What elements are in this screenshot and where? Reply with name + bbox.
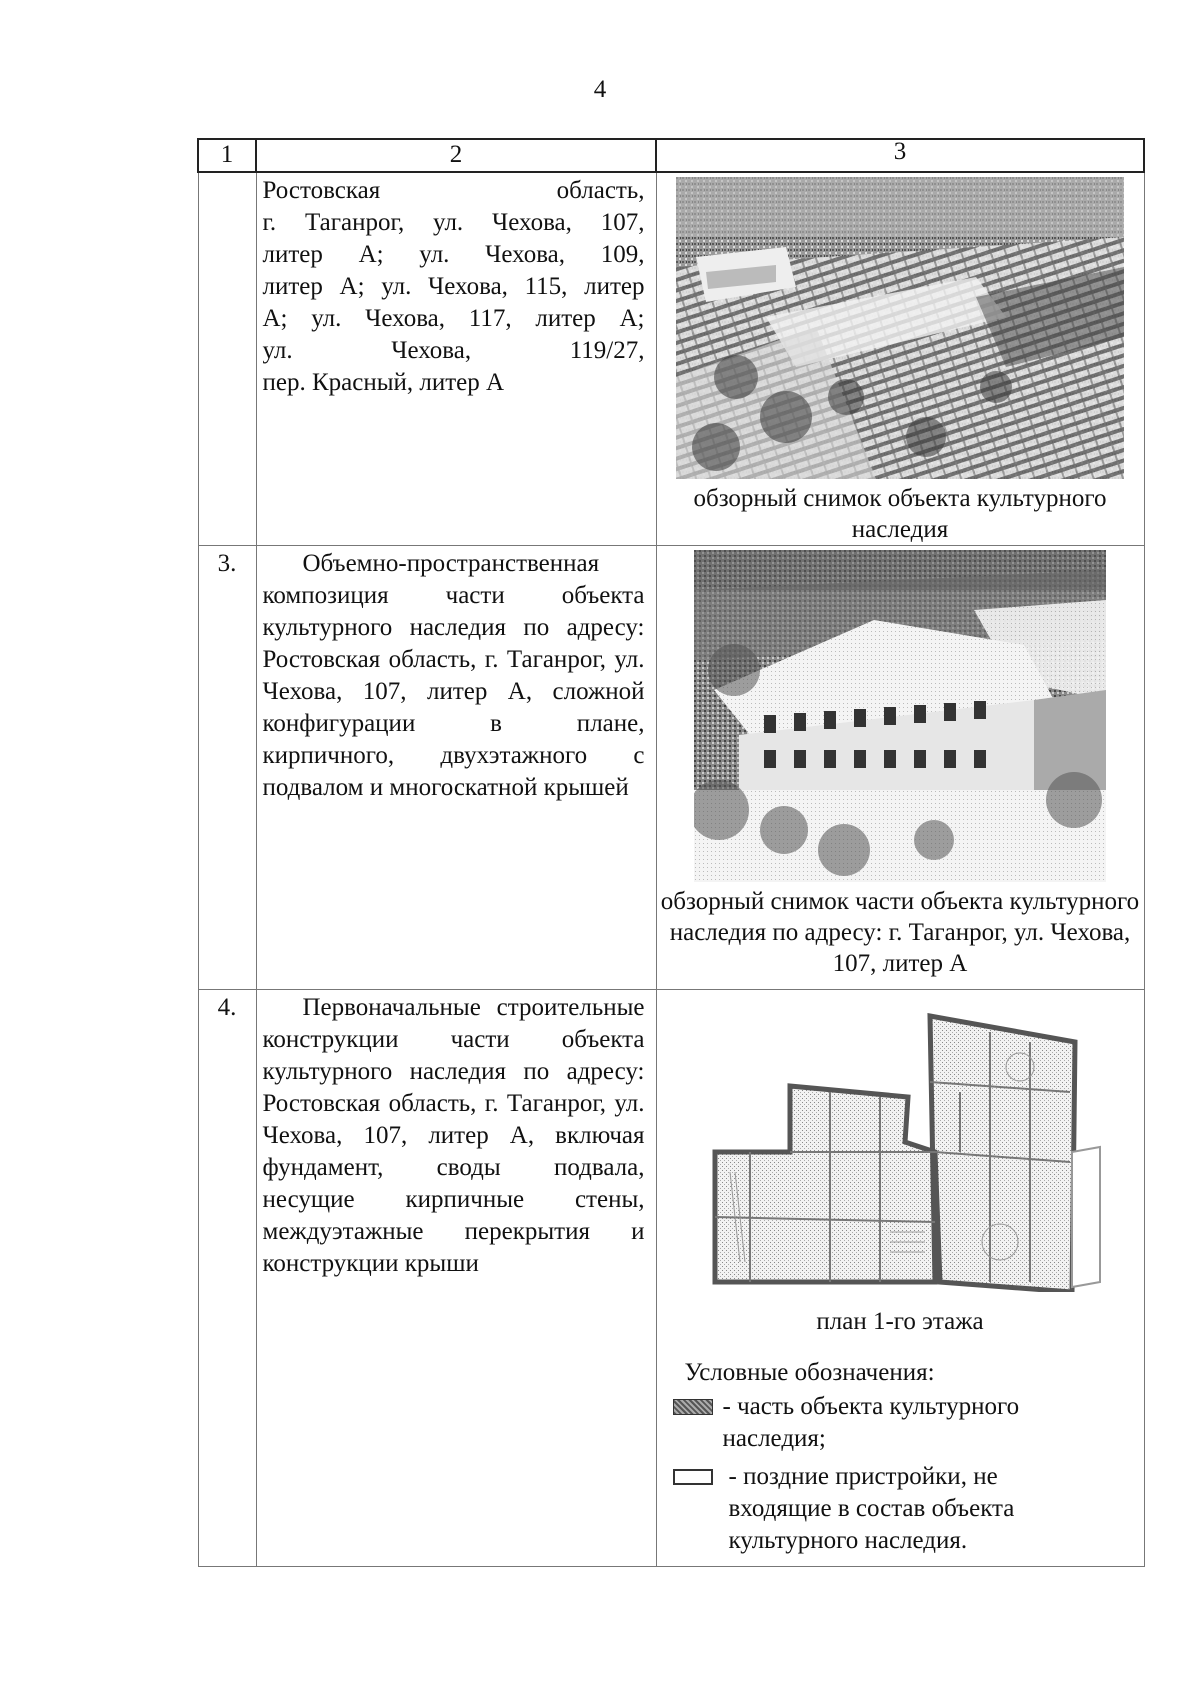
description-text: Первоначальные строительные конструкции части объекта культурного наследия по адресу: Ростовская область, г. Таганрог, ул. Чехова, 107, литер А, включая фундамент, своды подвала, несущие кирпичные стены, междуэтажные перекрытия и конструкции крыши [262,994,645,1277]
legend [657,1357,1144,1557]
photo-caption: обзорный снимок объекта культурного наследия [693,485,1107,543]
building-photo [694,550,1106,882]
header-col-1: 1 [198,139,256,172]
hatched-swatch-icon [673,1399,713,1415]
photo-cell [656,546,1144,990]
photo-cell [656,172,1144,546]
plan-caption: план 1-го этажа [816,1308,984,1335]
description-text: Объемно-пространственная композиция части объекта культурного наследия по адресу: Ростовская область, г. Таганрог, ул. Чехова, 107, литер А, сложной конфигурации в плане, кирпичного, двухэтажного с подвалом и многоскатной крышей [262,550,645,801]
table-row [198,990,1144,1567]
description-cell [256,990,656,1567]
header-col-2: 2 [256,139,656,172]
address-line: литер А; ул. Чехова, 109, [262,241,645,268]
table-header-row [198,139,1144,172]
aerial-photo [676,177,1124,479]
header-col-3: 3 [656,139,1144,172]
table-row [198,172,1144,546]
floor-plan [690,1002,1110,1292]
photo-caption: обзорный снимок части объекта культурного наследия по адресу: г. Таганрог, ул. Чехова, 107, литер А [660,888,1140,977]
address-line: литер А; ул. Чехова, 115, литер [262,273,645,300]
legend-label-annex: - поздние пристройки, не входящие в состав объекта культурного наследия. [728,1463,1015,1554]
address-line: А; ул. Чехова, 117, литер А; [262,305,645,332]
row-number: 3. [198,546,256,990]
objects-table [197,138,1145,1567]
description-cell [256,546,656,990]
row-number [198,172,256,546]
address-line: ул. Чехова, 119/27, [262,337,645,364]
empty-swatch-icon [673,1469,713,1485]
page-number: 4 [593,76,607,103]
plan-cell [656,990,1144,1567]
address-line: г. Таганрог, ул. Чехова, 107, [262,209,645,236]
legend-item-heritage [673,1391,1144,1455]
address-line: Ростовская область, [262,177,645,204]
row-number: 4. [198,990,256,1567]
legend-title: Условные обозначения: [684,1359,935,1386]
address-line: пер. Красный, литер А [262,369,505,396]
legend-label-heritage: - часть объекта культурного наследия; [722,1393,1020,1452]
legend-item-annex [673,1461,1144,1557]
table-row [198,546,1144,990]
address-cell [256,172,656,546]
